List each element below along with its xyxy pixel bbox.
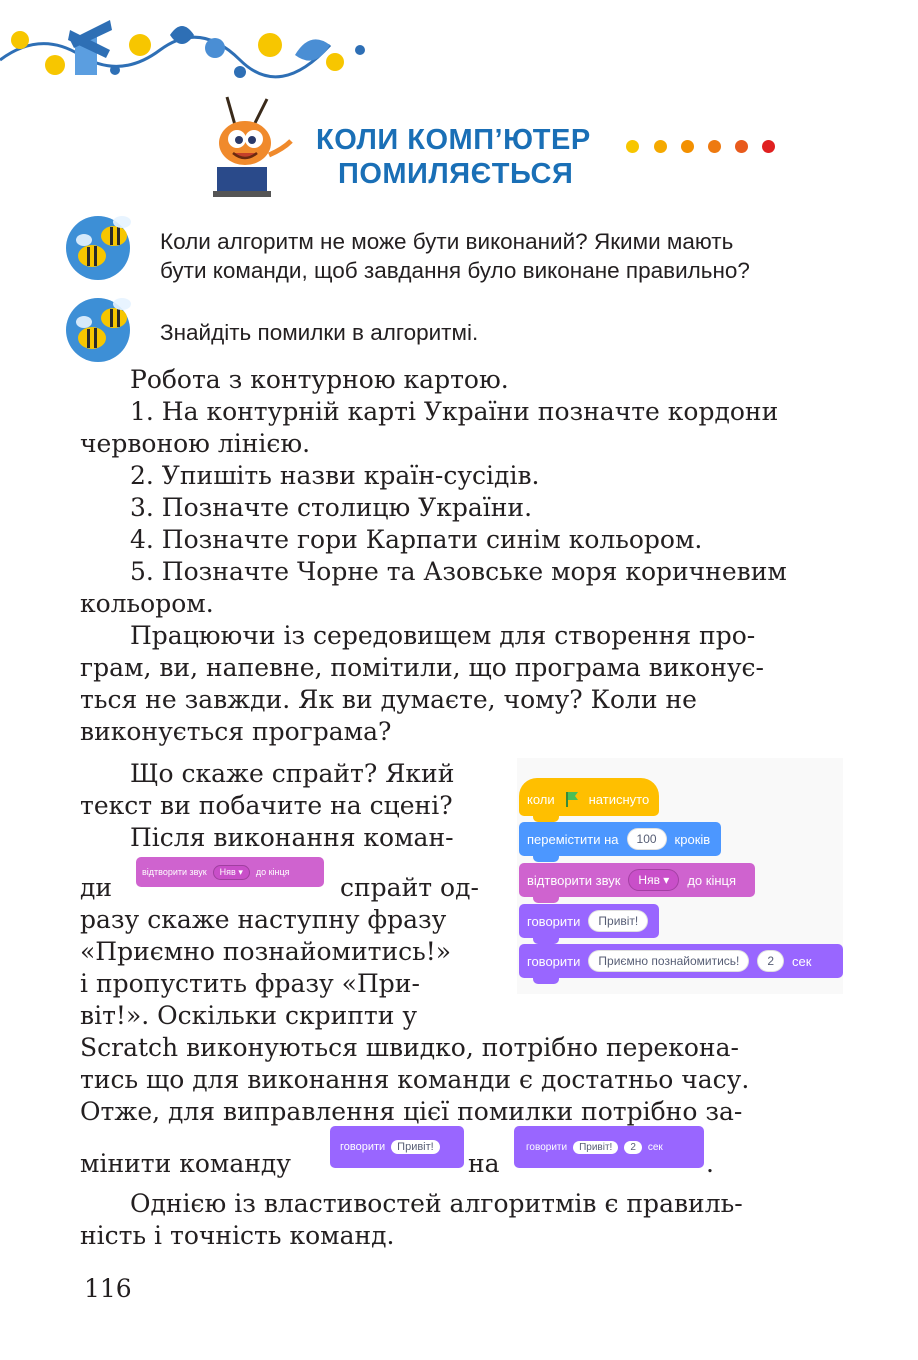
title-dot (681, 140, 694, 153)
page-title-line1: КОЛИ КОМП’ЮТЕР (316, 124, 591, 156)
body-line: Отже, для виправлення цієї помилки потрібно за- (80, 1097, 743, 1126)
body-line: ться не завжди. Як ви думаєте, чому? Коли не (80, 685, 697, 714)
green-flag-icon (563, 790, 581, 808)
move-steps-block (519, 822, 721, 856)
replace-end: . (706, 1149, 714, 1178)
replace-prefix: мінити команду (80, 1149, 291, 1178)
say-for-secs-block (519, 944, 843, 978)
inline-say-label: говорити (340, 1141, 386, 1153)
body-line: червоною лінією. (80, 429, 311, 458)
title-dot (708, 140, 721, 153)
when-flag-clicked-block (519, 778, 659, 816)
body-line: виконується програма? (80, 717, 392, 746)
scratch-script-panel (517, 758, 843, 994)
inline-say-for-secs-block (514, 1126, 704, 1168)
folk-ornament-decoration (0, 0, 380, 95)
body-line: ність і точність команд. (80, 1221, 395, 1250)
inline-say2-label: говорити (526, 1141, 568, 1153)
body-line: кольором. (80, 589, 214, 618)
left-col-line: спрайт од- (340, 873, 479, 902)
body-line: 5. Позначте Чорне та Азовське моря коричневим (130, 557, 787, 586)
inline-say-block (330, 1126, 464, 1168)
sound-dropdown: Няв ▾ (628, 869, 679, 891)
say-secs-label: говорити (527, 953, 581, 969)
say-secs-after: сек (792, 953, 812, 969)
inline-sound-label: відтворити звук (142, 867, 207, 877)
inline-play-sound-block (136, 857, 324, 887)
left-col-line: Що скаже спрайт? Який (130, 759, 455, 788)
body-line: Scratch виконуються швидко, потрібно переконa- (80, 1033, 739, 1062)
inline-say-value: Привіт! (391, 1140, 440, 1154)
bees-icon (62, 292, 140, 364)
left-col-line: Після виконання коман- (130, 823, 454, 852)
sound-label: відтворити звук (527, 872, 621, 888)
body-line: грам, ви, напевне, помітили, що програма виконує- (80, 653, 765, 682)
say-secs-num-input: 2 (757, 950, 784, 972)
body-line: 2. Упишіть назви країн-сусідів. (130, 461, 540, 490)
body-line: Робота з контурною картою. (130, 365, 509, 394)
inline-say2-after: сек (647, 1141, 663, 1153)
inline-say2-value: Привіт! (573, 1141, 618, 1154)
say-block (519, 904, 659, 938)
left-col-line: віт!». Оскільки скрипти у (80, 1001, 418, 1030)
body-line: Працюючи із середовищем для створення про- (130, 621, 756, 650)
body-line: 4. Позначте гори Карпати синім кольором. (130, 525, 703, 554)
move-after: кроків (674, 831, 711, 847)
left-col-line: текст ви побачите на сцені? (80, 791, 453, 820)
say-secs-text-input: Приємно познайомитись! (588, 950, 749, 972)
inline-sound-value: Няв ▾ (213, 865, 250, 880)
page-title-line2: ПОМИЛЯЄТЬСЯ (338, 158, 574, 190)
question-2: Знайдіть помилки в алгоритмі. (160, 320, 479, 345)
say-value-input: Привіт! (588, 910, 648, 932)
title-dot (735, 140, 748, 153)
body-line: 3. Позначте столицю України. (130, 493, 533, 522)
title-dot (654, 140, 667, 153)
play-sound-block (519, 863, 755, 897)
page-number: 116 (84, 1274, 132, 1303)
move-label: перемістити на (527, 831, 619, 847)
question-1-line1: Коли алгоритм не може бути виконаний? Якими мають (160, 229, 734, 254)
ant-mascot-icon (205, 95, 295, 205)
title-dot (762, 140, 775, 153)
move-value-input: 100 (627, 828, 667, 850)
body-line: 1. На контурній карті України позначте кордони (130, 397, 779, 426)
question-1-line2: бути команди, щоб завдання було виконане правильно? (160, 258, 750, 283)
hat-label: коли (527, 791, 555, 807)
say-label: говорити (527, 913, 581, 929)
left-col-line: ди (80, 873, 113, 902)
title-dot (626, 140, 639, 153)
body-line: Однією із властивостей алгоритмів є правиль- (130, 1189, 743, 1218)
body-line: тись що для виконання команди є достатньо часу. (80, 1065, 750, 1094)
hat-after: натиснуто (588, 791, 650, 807)
sound-after: до кінця (687, 872, 736, 888)
left-col-line: і пропустить фразу «При- (80, 969, 420, 998)
left-col-line: разу скаже наступну фразу (80, 905, 447, 934)
bees-icon (62, 210, 140, 282)
inline-sound-value-text: Няв (219, 866, 236, 877)
inline-sound-after: до кінця (255, 867, 290, 877)
sound-dropdown-value: Няв (638, 873, 660, 887)
inline-say2-num: 2 (624, 1141, 642, 1154)
left-col-line: «Приємно познайомитись!» (80, 937, 452, 966)
replace-mid: на (468, 1149, 500, 1178)
